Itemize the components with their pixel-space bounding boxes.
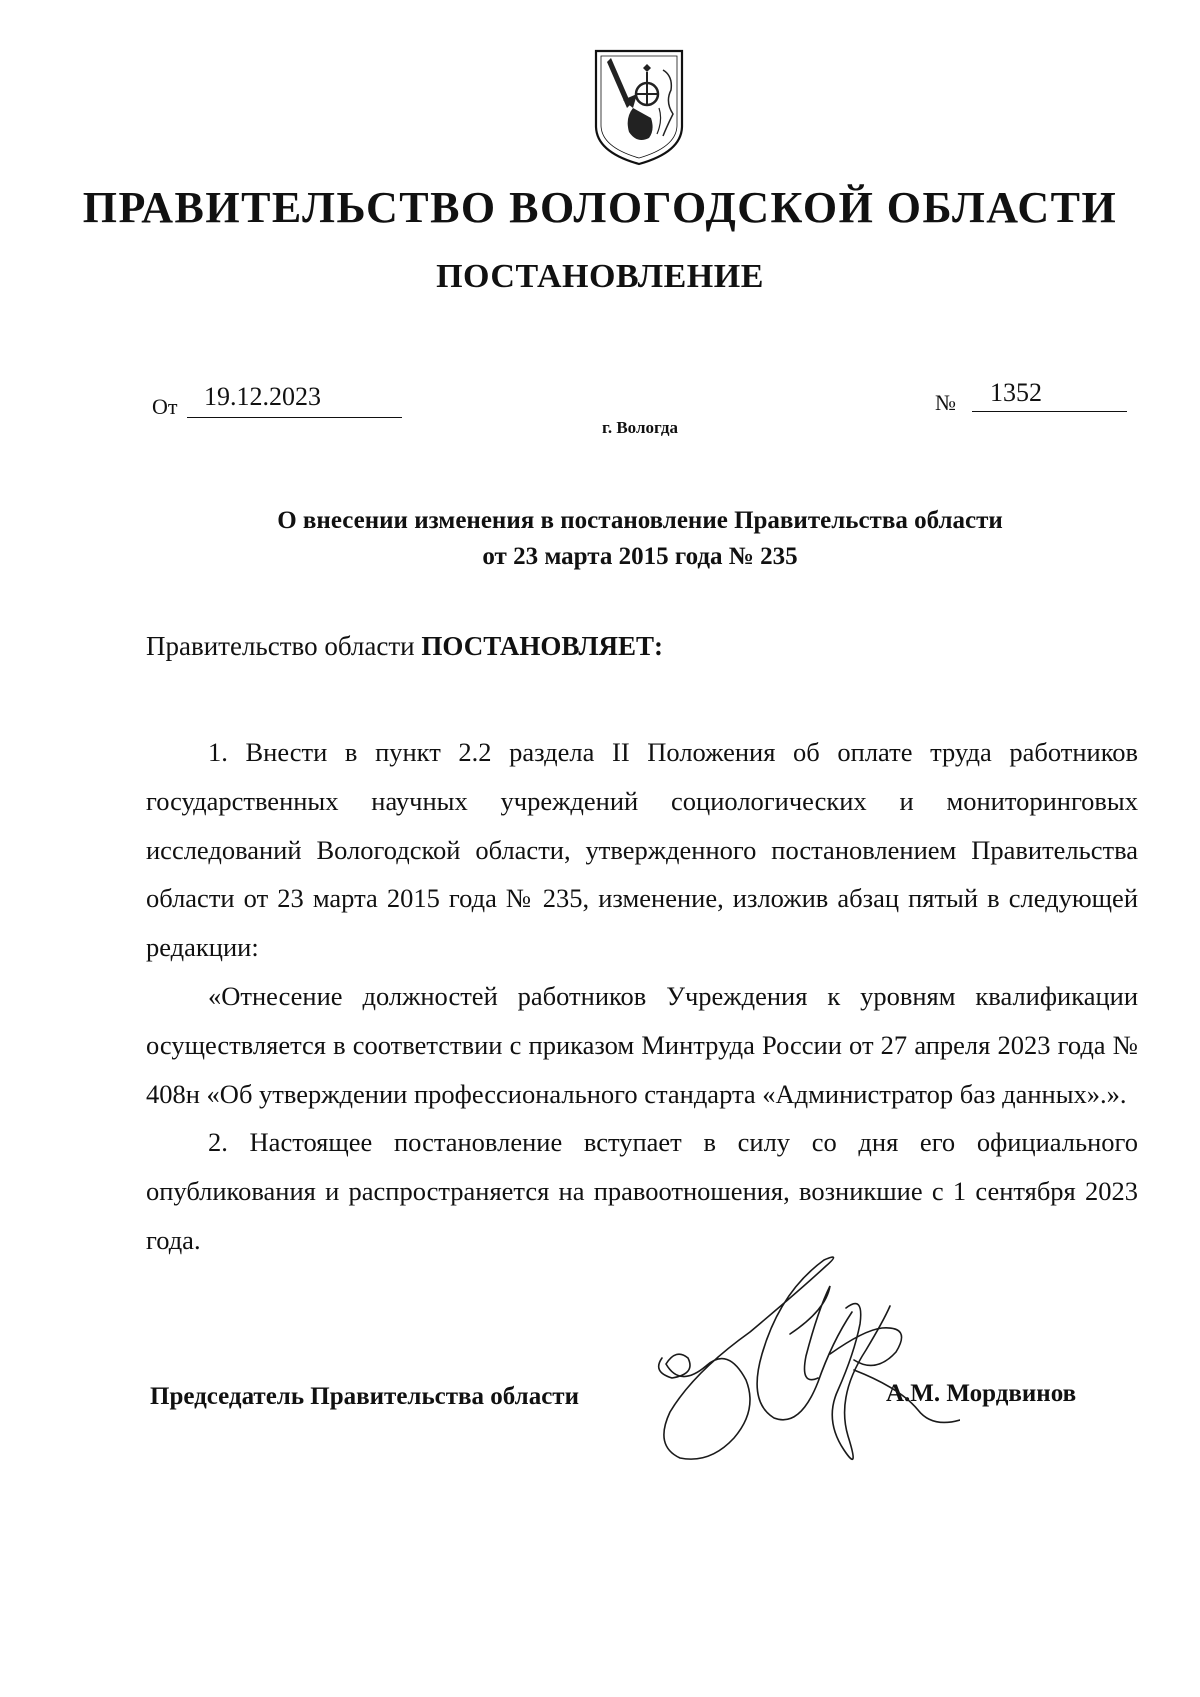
signatory-position: Председатель Правительства области [150, 1383, 579, 1410]
signatory-name: А.М. Мордвинов [886, 1380, 1077, 1407]
preamble-text: Правительство области [146, 631, 422, 661]
number-underline [972, 411, 1127, 412]
paragraph-quote: «Отнесение должностей работников Учреждения к уровням квалификации осуществляется в соответствии с приказом Минтруда России от 27 апреля 2023 года № 408н «Об утверждении профессионального стандарта «Администратор баз данных».». [146, 980, 1138, 1109]
city: г. Вологда [602, 418, 678, 437]
organization-title: ПРАВИТЕЛЬСТВО ВОЛОГОДСКОЙ ОБЛАСТИ [82, 183, 1118, 232]
document-number: 1352 [990, 378, 1042, 407]
document-date: 19.12.2023 [204, 382, 321, 411]
subject-line-2: от 23 марта 2015 года № 235 [482, 543, 798, 570]
date-field [152, 382, 407, 422]
subject-line-1: О внесении изменения в постановление Правительства области [277, 507, 1003, 534]
handwritten-signature-icon [650, 1250, 960, 1490]
preamble [146, 631, 663, 662]
document-body [146, 728, 1138, 1265]
number-prefix: № [935, 390, 956, 415]
document-subject [0, 503, 1200, 575]
paragraph-2: 2. Настоящее постановление вступает в силу со дня его официального опубликования и распространяется на правоотношения, возникшие с 1 сентября 2023 года. [146, 1127, 1138, 1255]
preamble-decree-word: ПОСТАНОВЛЯЕТ: [421, 631, 663, 661]
paragraph-1: 1. Внести в пункт 2.2 раздела II Положения об оплате труда работников государственных научных учреждений социологических и мониторинговых исследований Вологодской области, утвержденного постановлением Правительства области от 23 марта 2015 года № 235, изменение, изложив абзац пятый в следующей редакции: [146, 737, 1138, 963]
document-type: ПОСТАНОВЛЕНИЕ [436, 258, 764, 295]
date-prefix: От [152, 394, 178, 419]
number-field [935, 378, 1135, 418]
coat-of-arms-icon [593, 48, 685, 166]
